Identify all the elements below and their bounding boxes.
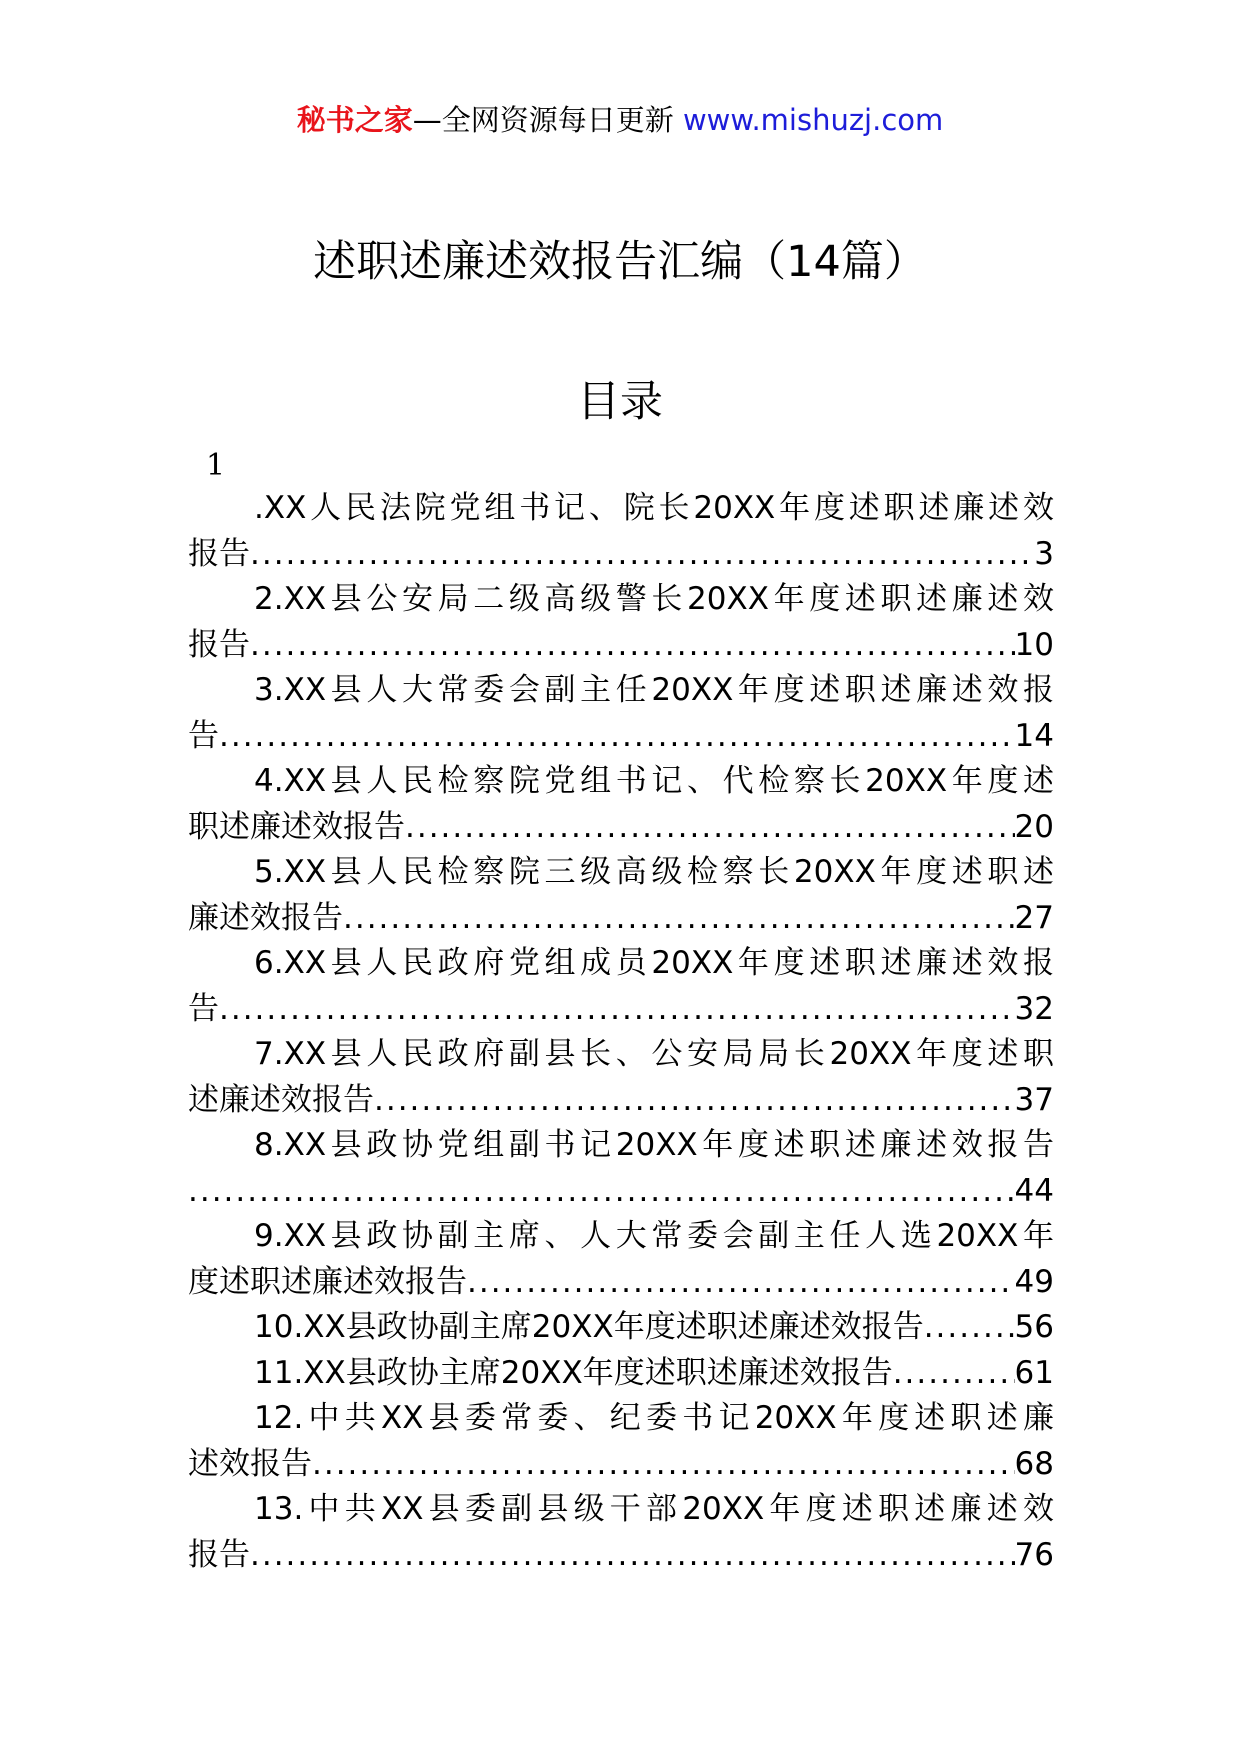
toc-entry[interactable] xyxy=(188,1396,1054,1487)
toc-entry[interactable] xyxy=(188,759,1054,850)
toc-entry-title: 3.XX县人大常委会副主任20XX年度述职述廉述效报 xyxy=(254,672,1054,708)
toc-page-number: 44 xyxy=(1014,1172,1054,1209)
toc-entry[interactable] xyxy=(188,486,1054,577)
toc-leader-dots xyxy=(405,805,1015,851)
toc-leader-dots xyxy=(924,1305,1015,1351)
toc-entry[interactable] xyxy=(188,1032,1054,1123)
toc-entry-title-continued: 报告 xyxy=(188,535,250,572)
toc-entry[interactable] xyxy=(188,1305,1054,1351)
toc-leader-dots xyxy=(219,987,1015,1033)
toc-leader-dots xyxy=(374,1078,1015,1124)
toc-leader-dots xyxy=(188,1169,1015,1215)
toc-entry-title: 11.XX县政协主席20XX年度述职述廉述效报告 xyxy=(254,1354,893,1391)
stray-number: 1 xyxy=(206,448,226,483)
toc-entry-title: 13.中共XX县委副县级干部20XX年度述职述廉述效 xyxy=(254,1491,1054,1527)
toc-entry-title-continued: 廉述效报告 xyxy=(188,899,343,936)
toc-leader-dots xyxy=(250,532,1034,578)
toc-heading: 目录 xyxy=(577,377,663,427)
toc-entry-title: .XX人民法院党组书记、院长20XX年度述职述廉述效 xyxy=(254,490,1054,526)
toc-entry-title: 2.XX县公安局二级高级警长20XX年度述职述廉述效 xyxy=(254,581,1054,617)
toc-entry-title-continued: 职述廉述效报告 xyxy=(188,808,405,845)
toc-leader-dots xyxy=(343,896,1015,942)
toc-leader-dots xyxy=(893,1351,1015,1397)
toc-entry[interactable] xyxy=(188,1487,1054,1578)
toc-page-number: 27 xyxy=(1014,899,1054,936)
toc-entry[interactable] xyxy=(188,1214,1054,1305)
toc-entry-title: 8.XX县政协党组副书记20XX年度述职述廉述效报告 xyxy=(254,1127,1054,1163)
document-title: 述职述廉述效报告汇编（14篇） xyxy=(313,237,927,287)
banner-slogan: —全网资源每日更新 xyxy=(412,103,674,137)
toc-page-number: 3 xyxy=(1034,535,1054,572)
toc-entry-title: 10.XX县政协副主席20XX年度述职述廉述效报告 xyxy=(254,1309,924,1345)
toc-entry-title-continued: 述廉述效报告 xyxy=(188,1081,374,1118)
toc-entry[interactable] xyxy=(188,1123,1054,1214)
toc-entry-title-continued: 述效报告 xyxy=(188,1445,312,1482)
toc-entry-title: 4.XX县人民检察院党组书记、代检察长20XX年度述 xyxy=(254,763,1054,799)
table-of-contents xyxy=(188,486,1054,1578)
toc-entry-title-continued: 告 xyxy=(188,990,219,1027)
toc-entry[interactable] xyxy=(188,668,1054,759)
toc-leader-dots xyxy=(467,1260,1015,1306)
toc-page-number: 49 xyxy=(1014,1263,1054,1300)
toc-entry[interactable] xyxy=(188,577,1054,668)
toc-page-number: 61 xyxy=(1014,1354,1054,1391)
toc-entry[interactable] xyxy=(188,1351,1054,1397)
toc-entry-title: 6.XX县人民政府党组成员20XX年度述职述廉述效报 xyxy=(254,945,1054,981)
toc-leader-dots xyxy=(250,1533,1015,1579)
toc-entry-title: 9.XX县政协副主席、人大常委会副主任人选20XX年 xyxy=(254,1218,1054,1254)
toc-page-number: 32 xyxy=(1014,990,1054,1027)
toc-page-number: 56 xyxy=(1014,1309,1054,1345)
toc-entry-title: 7.XX县人民政府副县长、公安局局长20XX年度述职 xyxy=(254,1036,1054,1072)
toc-page-number: 76 xyxy=(1014,1536,1054,1573)
toc-leader-dots xyxy=(250,623,1015,669)
brand-name: 秘书之家 xyxy=(296,103,413,137)
toc-entry-title: 5.XX县人民检察院三级高级检察长20XX年度述职述 xyxy=(254,854,1054,890)
toc-entry-title-continued: 度述职述廉述效报告 xyxy=(188,1263,467,1300)
toc-page-number: 20 xyxy=(1014,808,1054,845)
site-banner xyxy=(0,100,1240,140)
toc-entry[interactable] xyxy=(188,941,1054,1032)
toc-leader-dots xyxy=(219,714,1015,760)
toc-entry-title: 12.中共XX县委常委、纪委书记20XX年度述职述廉 xyxy=(254,1400,1054,1436)
toc-entry-title-continued: 报告 xyxy=(188,626,250,663)
toc-page-number: 37 xyxy=(1014,1081,1054,1118)
toc-page-number: 68 xyxy=(1014,1445,1054,1482)
toc-page-number: 14 xyxy=(1014,717,1054,754)
toc-leader-dots xyxy=(312,1442,1015,1488)
toc-entry-title-continued: 报告 xyxy=(188,1536,250,1573)
toc-entry-title-continued: 告 xyxy=(188,717,219,754)
site-url-link[interactable]: www.mishuzj.com xyxy=(682,103,944,137)
toc-page-number: 10 xyxy=(1014,626,1054,663)
toc-entry[interactable] xyxy=(188,850,1054,941)
